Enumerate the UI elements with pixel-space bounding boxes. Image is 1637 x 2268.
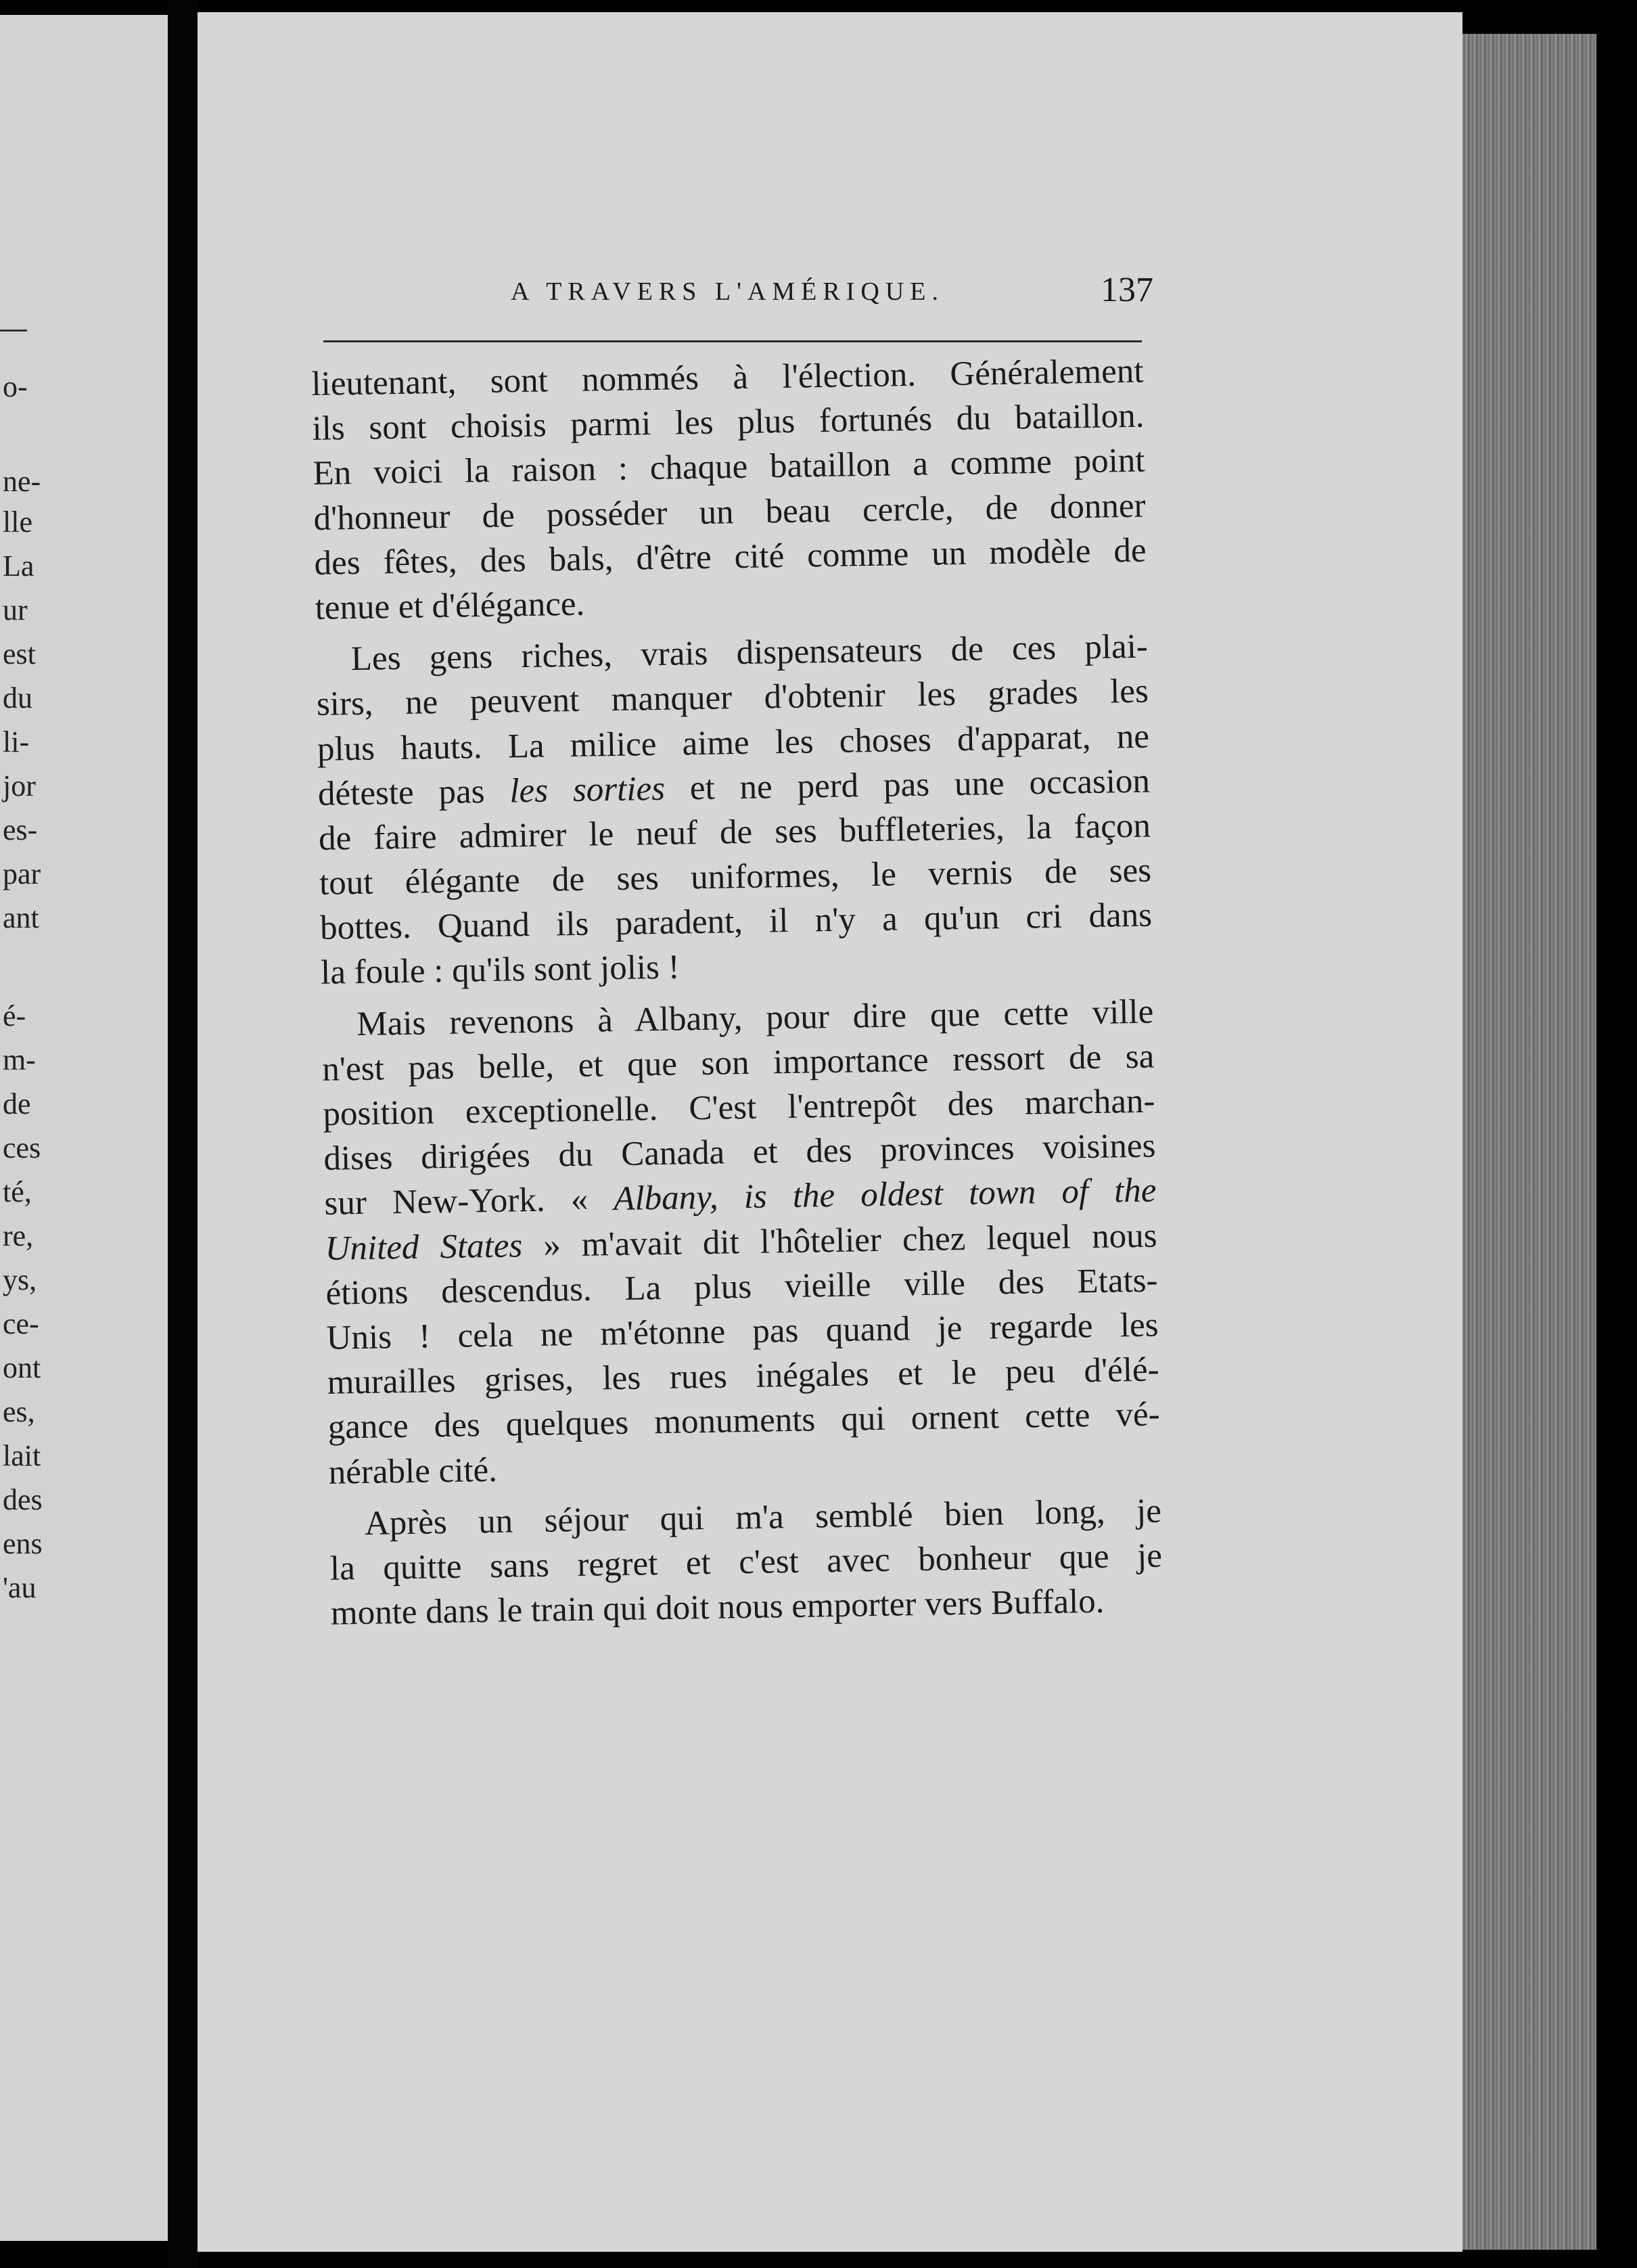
left-page-fragment: ces (3, 1131, 41, 1164)
text-segment: sur New-York. « (324, 1180, 614, 1223)
left-page-fragment: La (3, 549, 34, 583)
left-page-fragment: des (3, 1483, 43, 1516)
text-segment: position exceptionelle. C'est l'entrepôt des marchan- (323, 1082, 1155, 1133)
text-segment: Mais revenons à Albany, pour dire que cette ville (356, 993, 1154, 1043)
left-page-fragment: ce- (3, 1307, 39, 1340)
left-page-fragment: m- (3, 1043, 36, 1076)
text-segment: nérable cité. (328, 1451, 498, 1492)
left-page-fragment: est (3, 637, 36, 671)
left-page-fragment: re, (3, 1219, 34, 1252)
text-segment: étions descendus. La plus vieille ville des Etats- (325, 1261, 1158, 1313)
left-page-fragment: ur (3, 593, 28, 627)
text-segment: bottes. Quand ils paradent, il n'y a qu'un cri dans (319, 896, 1153, 948)
left-page-fragment: ant (3, 901, 39, 934)
page-header (315, 271, 1153, 321)
italic-text: Albany, is the oldest town of the (613, 1171, 1157, 1219)
left-page-fragment: de (3, 1087, 31, 1120)
left-page-fragment: 'au (3, 1571, 37, 1604)
left-page-fragment: li- (3, 725, 30, 758)
left-page-fragment: té, (3, 1175, 32, 1208)
left-page-fragment: jor (3, 769, 36, 802)
left-page-fragment: lle (3, 505, 32, 539)
text-segment: plus hauts. La milice aime les choses d'apparat, ne (317, 717, 1150, 769)
text-segment: ils sont choisis parmi les plus fortunés du bataillon. (312, 396, 1145, 449)
text-segment: lieutenant, sont nommés à l'élection. Généralement (311, 352, 1144, 403)
text-segment: tenue et d'élégance. (315, 585, 585, 627)
left-page-fragment: é- (3, 999, 26, 1033)
paragraph (321, 989, 1161, 1495)
text-segment: sirs, ne peuvent manquer d'obtenir les grades les (316, 672, 1149, 724)
header-rule (323, 340, 1142, 342)
text-segment: dises dirigées du Canada et des provinces voisines (323, 1127, 1156, 1179)
text-segment: n'est pas belle, et que son importance ressort de sa (321, 1037, 1155, 1089)
left-page-fragment: ens (3, 1527, 43, 1560)
left-page-fragment: par (3, 857, 41, 890)
running-title: A TRAVERS L'AMÉRIQUE. (511, 277, 944, 306)
left-page-fragment: ont (3, 1351, 41, 1384)
paragraph (315, 625, 1153, 996)
text-segment: gance des quelques monuments qui ornent cette vé- (327, 1395, 1161, 1447)
paragraph (311, 349, 1147, 631)
text-segment: En voici la raison : chaque bataillon a comme point (313, 442, 1145, 493)
left-page-fragment: o- (3, 370, 28, 403)
left-page-fragment: ys, (3, 1263, 37, 1296)
text-segment: Unis ! cela ne m'étonne pas quand je regarde les (326, 1306, 1159, 1357)
left-page (0, 15, 168, 2241)
text-segment: déteste pas (317, 772, 510, 813)
text-segment: la quitte sans regret et c'est avec bonheur que je (329, 1537, 1163, 1588)
text-segment: » m'avait dit l'hôtelier chez lequel nous (522, 1217, 1157, 1265)
left-page-fragment: du (3, 681, 32, 715)
left-page-fragment: es- (3, 813, 38, 846)
text-segment: la foule : qu'ils sont jolis ! (320, 948, 681, 993)
text-segment: monte dans le train qui doit nous emporter vers Buffalo. (330, 1582, 1105, 1633)
left-page-fragment: lait (3, 1439, 41, 1472)
text-segment: Après un séjour qui m'a semblé bien long, je (364, 1492, 1162, 1543)
left-page-fragment: es, (3, 1395, 35, 1428)
page-edges (1462, 34, 1596, 2250)
italic-text: les sorties (509, 769, 666, 811)
left-page-rule (0, 330, 27, 332)
left-page-fragment: ne- (3, 465, 41, 498)
paragraph (329, 1489, 1163, 1636)
text-segment: Les gens riches, vrais dispensateurs de ces plai- (350, 627, 1149, 679)
body-text (311, 349, 1163, 1636)
book-gutter (168, 0, 198, 2268)
text-segment: et ne perd pas une occasion (664, 762, 1151, 808)
page-number: 137 (1101, 271, 1153, 309)
text-segment: de faire admirer le neuf de ses buffleteries, la façon (318, 807, 1151, 858)
text-segment: murailles grises, les rues inégales et le peu d'élé- (327, 1351, 1159, 1402)
italic-text: United States (325, 1226, 523, 1268)
text-segment: des fêtes, des bals, d'être cité comme un modèle de (314, 531, 1147, 583)
text-segment: d'honneur de posséder un beau cercle, de donner (313, 486, 1146, 538)
text-segment: tout élégante de ses uniformes, le vernis de ses (319, 851, 1152, 903)
